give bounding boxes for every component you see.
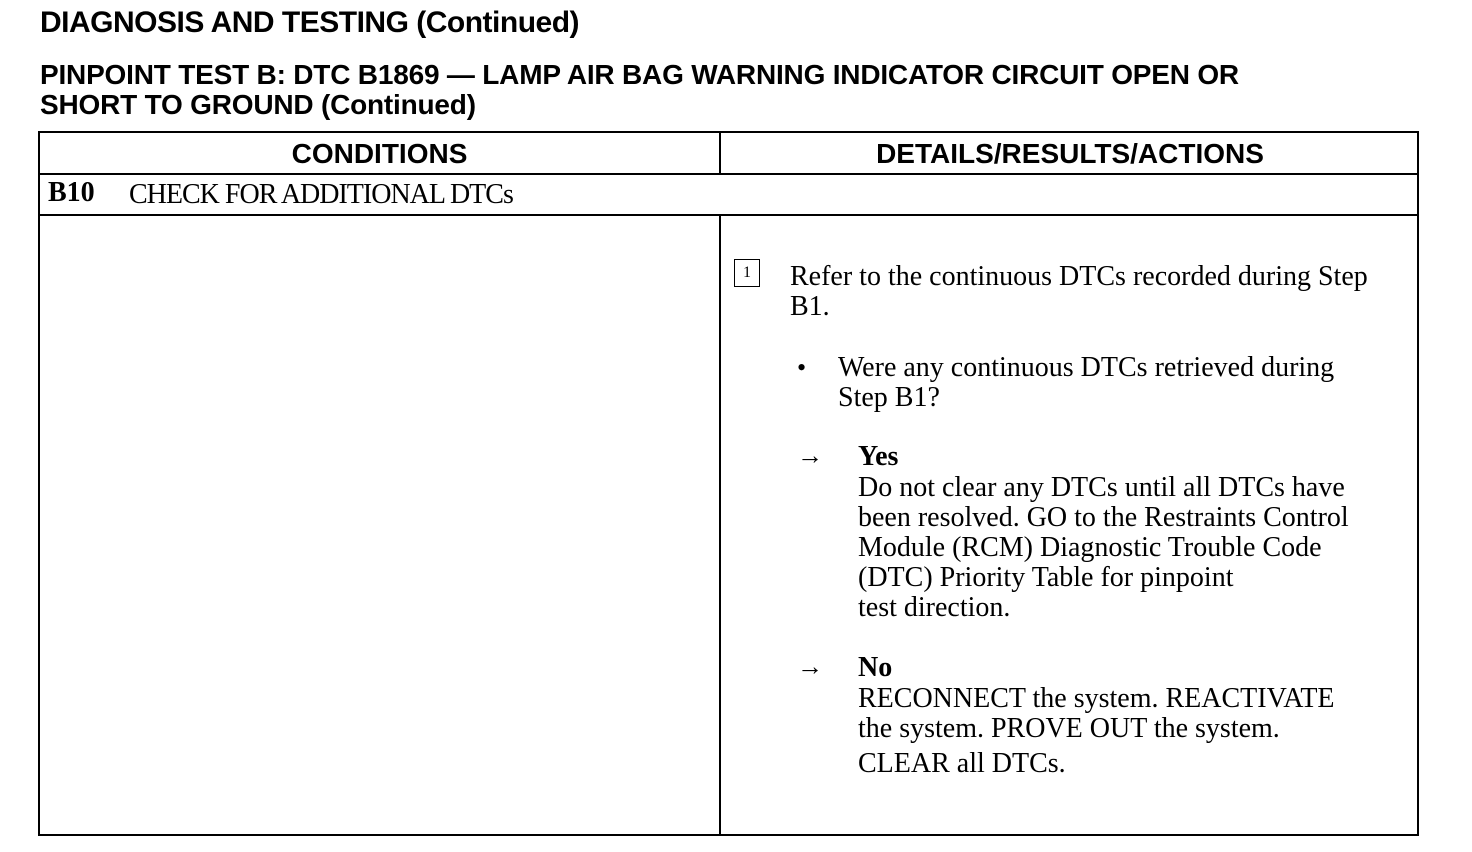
conditions-cell — [40, 216, 719, 834]
no-action-text — [858, 684, 1335, 779]
yes-action-line: Do not clear any DTCs until all DTCs have — [858, 472, 1345, 503]
yes-label: Yes — [858, 441, 899, 472]
column-divider-body — [719, 216, 721, 834]
table-header-row — [40, 133, 1417, 175]
no-action-line: CLEAR all DTCs. — [858, 748, 1066, 779]
question-text — [838, 353, 1334, 413]
instruction-text — [790, 262, 1368, 322]
step-id: B10 — [48, 177, 95, 208]
yes-action-line: been resolved. GO to the Restraints Control — [858, 502, 1349, 533]
details-results-actions-header: DETAILS/RESULTS/ACTIONS — [876, 138, 1264, 169]
pinpoint-test-title-line-2: SHORT TO GROUND (Continued) — [40, 89, 476, 120]
instruction-line: B1. — [790, 291, 830, 322]
page-title: DIAGNOSIS AND TESTING (Continued) — [40, 6, 580, 39]
pinpoint-test-title — [40, 60, 1440, 120]
yes-action-line: Module (RCM) Diagnostic Trouble Code — [858, 532, 1322, 563]
bullet-icon: • — [797, 353, 807, 382]
arrow-right-icon: → — [797, 652, 823, 681]
step-row — [40, 175, 1417, 216]
question-line: Step B1? — [838, 382, 940, 413]
step-number-box: 1 — [734, 259, 760, 287]
conditions-header: CONDITIONS — [291, 138, 468, 169]
step-title: CHECK FOR ADDITIONAL DTCs — [129, 179, 513, 210]
no-action-line: the system. PROVE OUT the system. — [858, 713, 1280, 744]
yes-action-line: (DTC) Priority Table for pinpoint — [858, 562, 1234, 593]
yes-action-line: test direction. — [858, 592, 1011, 623]
pinpoint-test-title-line-1: PINPOINT TEST B: DTC B1869 — LAMP AIR BAG WARNING INDICATOR CIRCUIT OPEN OR — [40, 59, 1239, 90]
pinpoint-test-table — [38, 131, 1419, 836]
no-label: No — [858, 652, 893, 683]
question-line: Were any continuous DTCs retrieved during — [838, 352, 1335, 383]
arrow-right-icon: → — [797, 441, 823, 470]
yes-action-text — [858, 473, 1349, 623]
no-action-line: RECONNECT the system. REACTIVATE — [858, 683, 1335, 714]
instruction-line: Refer to the continuous DTCs recorded during Step — [790, 261, 1368, 292]
